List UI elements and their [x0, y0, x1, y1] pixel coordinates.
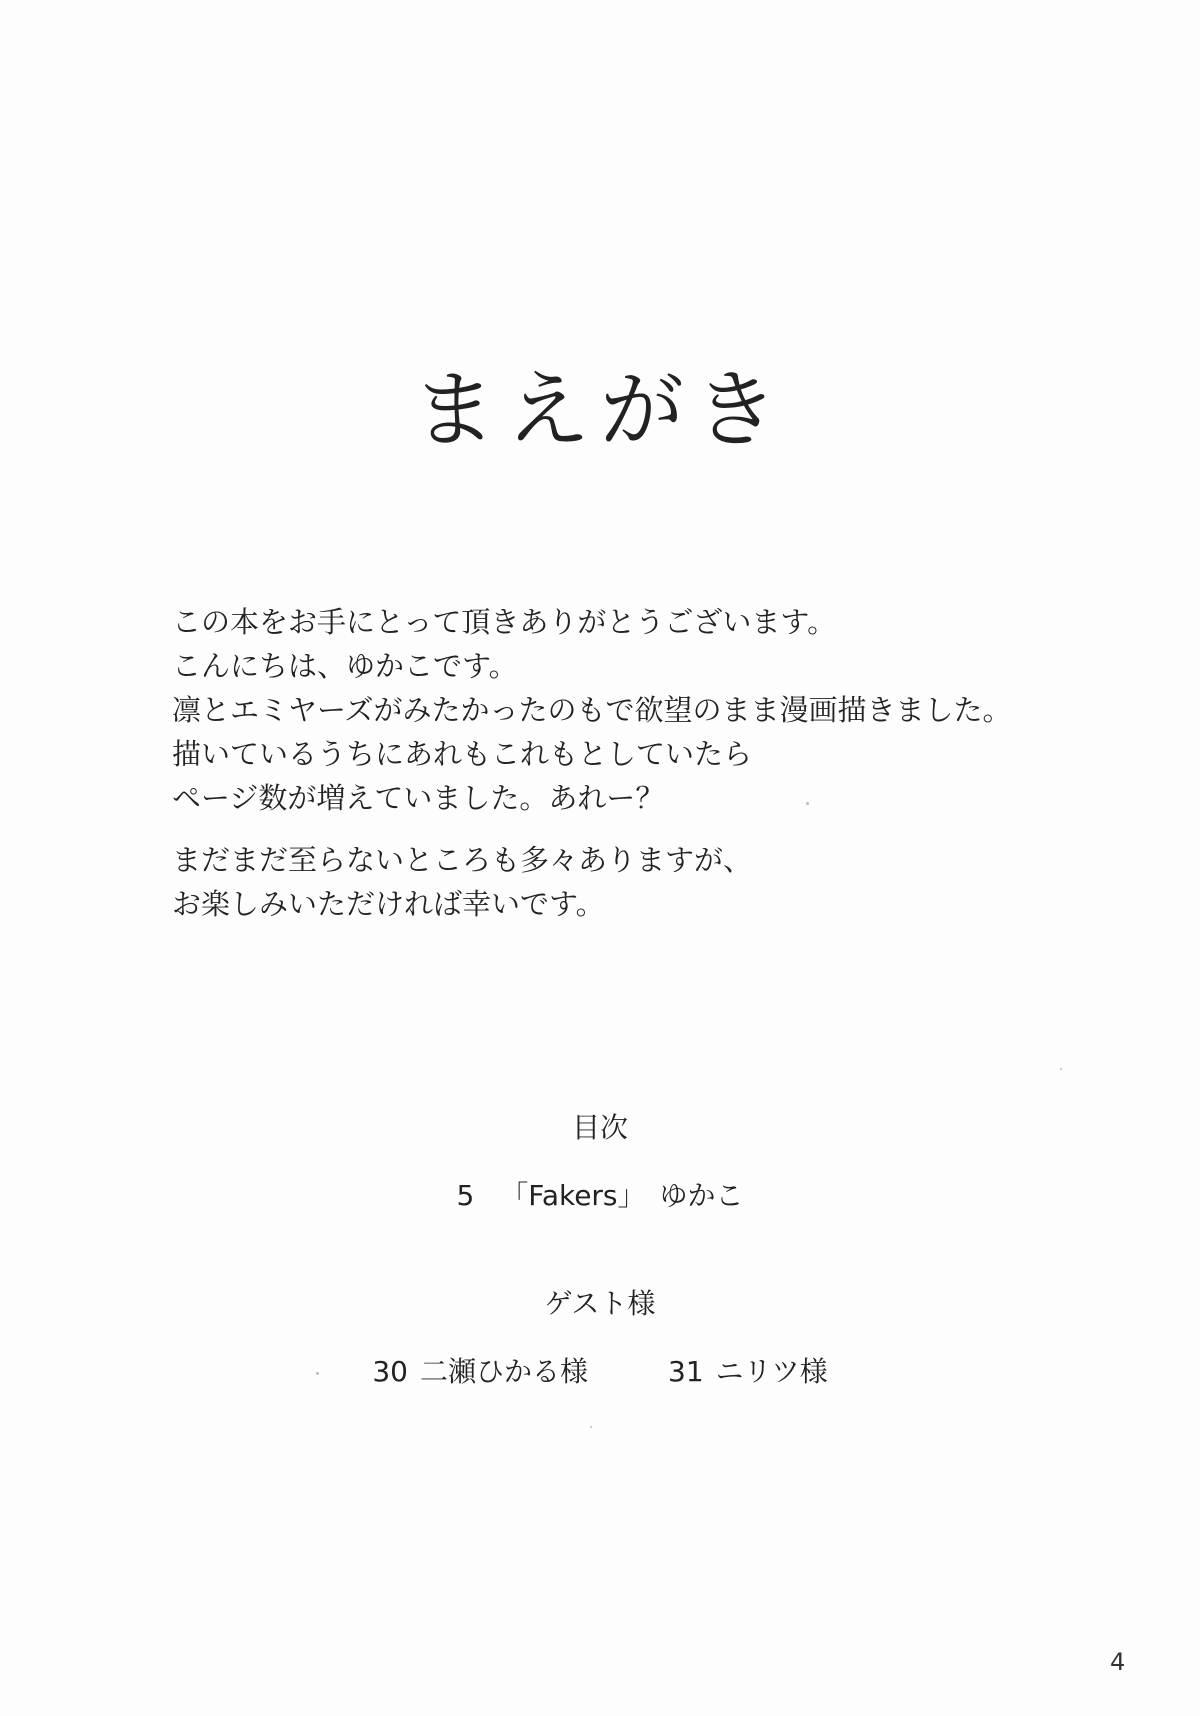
- intro-line: 凛とエミヤーズがみたかったのもで欲望のまま漫画描きました。: [172, 693, 1012, 727]
- guest-entry: [668, 1352, 828, 1392]
- intro-line: ページ数が増えていました。あれー？: [172, 781, 665, 815]
- guest-heading: ゲスト様: [544, 1287, 656, 1320]
- toc-entry-page: 5: [456, 1179, 475, 1212]
- scan-speck: [590, 1426, 592, 1428]
- scan-speck: [316, 1372, 319, 1375]
- scan-speck: [1060, 1068, 1062, 1070]
- closing-line: お楽しみいただければ幸いです。: [172, 887, 605, 921]
- guest-list: [0, 1352, 1200, 1392]
- guest-entry-page: 30: [372, 1355, 408, 1388]
- guest-entry: [372, 1352, 588, 1392]
- guest-entry-page: 31: [668, 1355, 704, 1388]
- guest-entry-name: ニリツ様: [715, 1355, 828, 1388]
- page-number: 4: [1110, 1648, 1126, 1676]
- guest-entry-name: 二瀬ひかる様: [419, 1355, 588, 1388]
- closing-line: まだまだ至らないところも多々ありますが、: [172, 843, 753, 877]
- toc-entry-author: ゆかこ: [659, 1179, 744, 1212]
- closing-paragraph: [172, 838, 1072, 926]
- toc-entry-title: 「Fakers」: [500, 1179, 646, 1212]
- page-title: まえがき: [411, 361, 788, 459]
- intro-line: 描いているうちにあれもこれもとしていたら: [172, 737, 753, 771]
- intro-line: この本をお手にとって頂きありがとうございます。: [172, 605, 837, 639]
- toc-entry: [0, 1176, 1200, 1216]
- intro-paragraph: [172, 600, 1072, 820]
- intro-line: こんにちは、ゆかこです。: [172, 649, 518, 683]
- scan-speck: [806, 802, 809, 805]
- toc-heading: 目次: [571, 1111, 628, 1144]
